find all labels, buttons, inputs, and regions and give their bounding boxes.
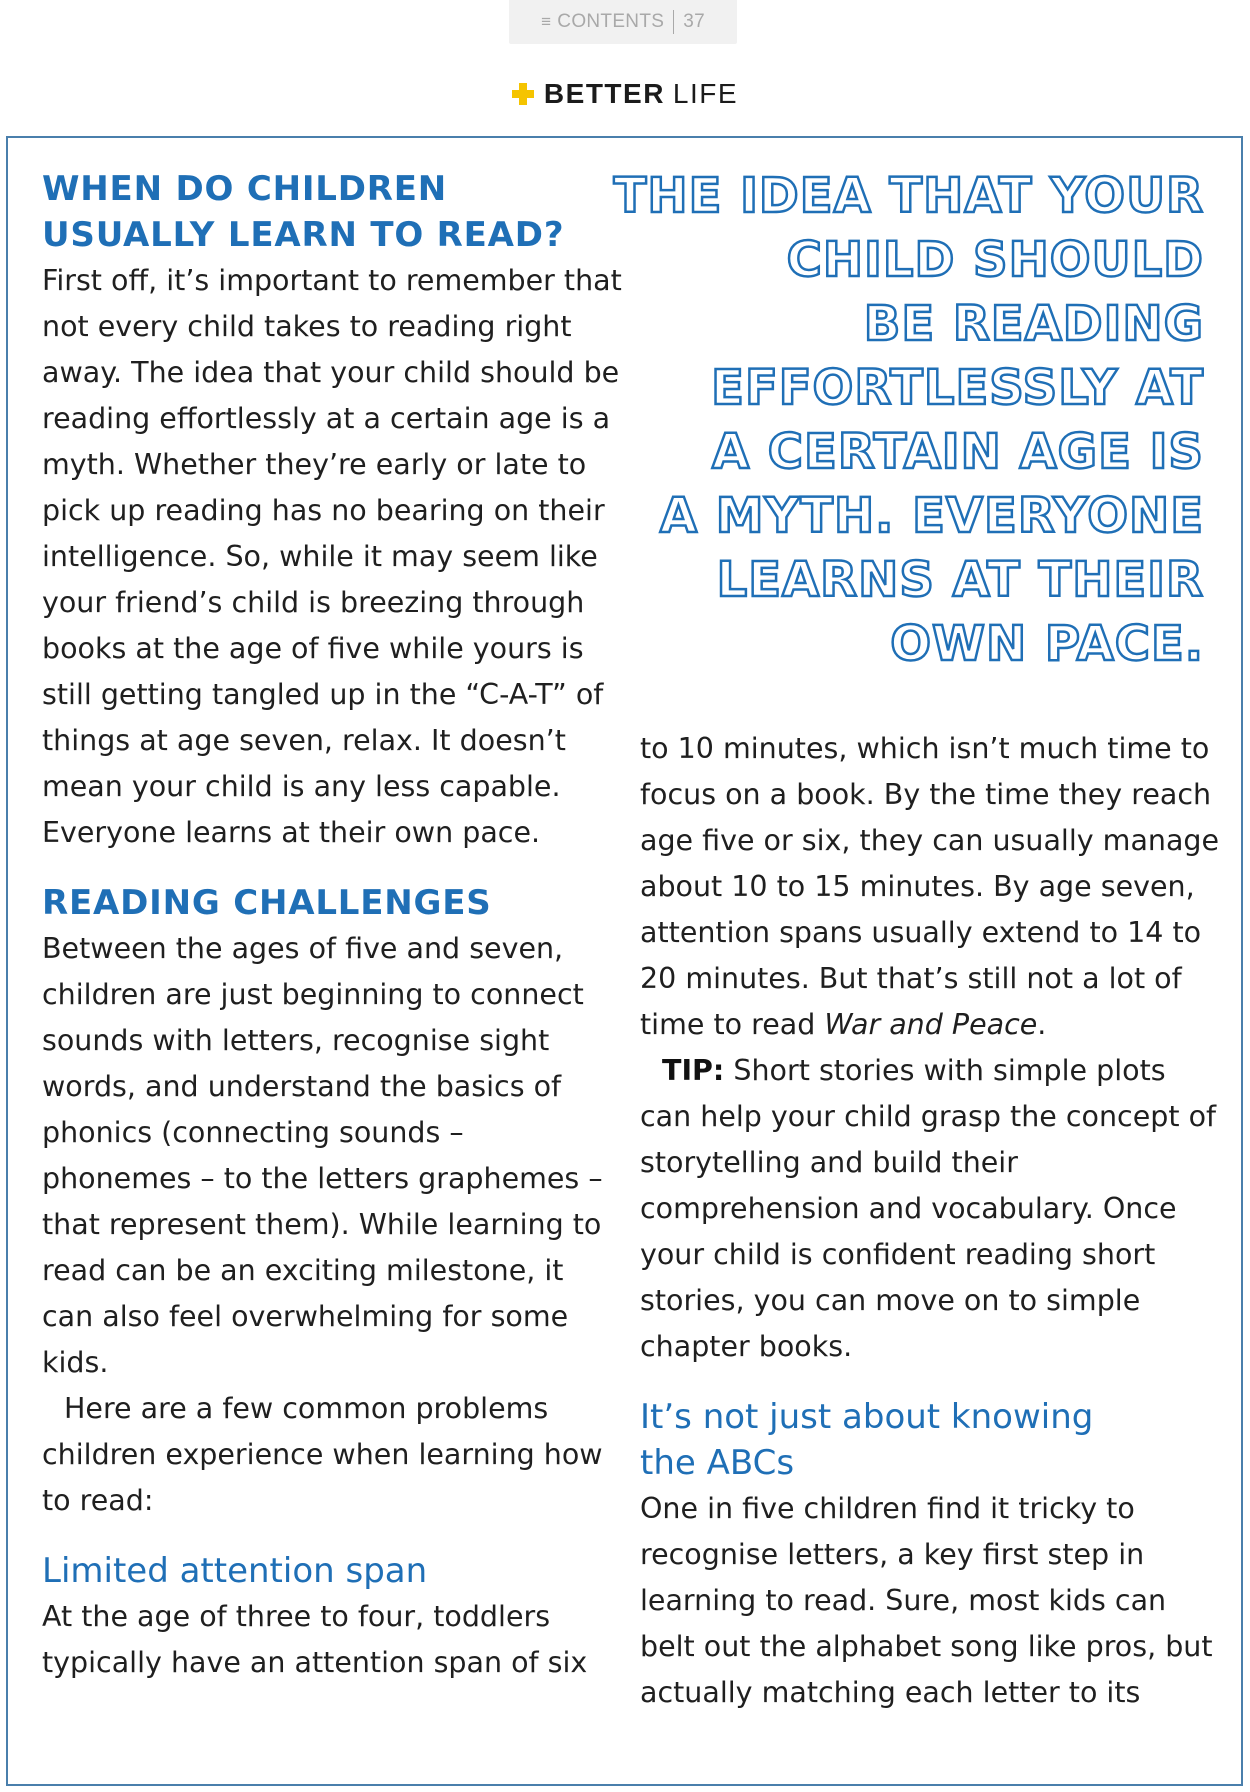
section-header [0, 74, 1250, 114]
subheading-abcs: It’s not just about knowing the ABCs [640, 1397, 1094, 1483]
section-name-bold: BETTER [543, 78, 665, 109]
heading-when-children-read: WHEN DO CHILDREN USUALLY LEARN TO READ? [42, 169, 565, 255]
paragraph-toddlers: At the age of three to four, toddlers typically have an attention span of six [42, 1600, 588, 1679]
tip-label: TIP: [662, 1054, 725, 1087]
contents-tab[interactable] [509, 0, 737, 44]
paragraph-first-off: First off, it’s important to remember that not every child takes to reading right away. The idea that your child should be reading effortlessly at a certain age is a myth. Whether they’re early or late to pick up reading has no bearing on their intelligence. So, while it may seem like your friend’s child is breezing through books at the age of five while yours is still getting tangled up in the “C-A-T” of things at age seven, relax. It doesn’t mean your child is any less capable. Everyone learns at their own pace. [42, 264, 622, 849]
paragraph-common-problems: Here are a few common problems children experience when learning how to read: [42, 1392, 603, 1517]
tab-divider [673, 10, 674, 34]
paragraph-attention-minutes: to 10 minutes, which isn’t much time to focus on a book. By the time they reach age five or six, they can usually manage about 10 to 15 minutes. By age seven, attention spans usually extend to 14 to 20 minutes. But that’s still not a lot of time to read War and Peace. [640, 732, 1220, 1041]
tip-paragraph: TIP: Short stories with simple plots can help your child grasp the concept of storytelling and build their comprehension and vocabulary. Once your child is confident reading short stories, you can move on to simple chapter books. [640, 1054, 1217, 1363]
subheading-attention-span: Limited attention span [42, 1551, 428, 1591]
contents-label: CONTENTS [557, 11, 665, 32]
right-column [640, 726, 1220, 1716]
heading-reading-challenges: READING CHALLENGES [42, 883, 492, 923]
pull-quote: THE IDEA THAT YOUR CHILD SHOULD BE READING EFFORTLESSLY AT A CERTAIN AGE IS A MYTH. EVERYONE LEARNS AT THEIR OWN PACE. [613, 168, 1204, 672]
left-column [42, 166, 622, 1686]
paragraph-one-in-five: One in five children find it tricky to recognise letters, a key first step in learning to read. Sure, most kids can belt out the alphabet song like pros, but actually matching each letter to its [640, 1492, 1213, 1709]
plus-icon [512, 83, 534, 105]
paragraph-between-ages: Between the ages of five and seven, children are just beginning to connect sounds with letters, recognise sight words, and understand the basics of phonics (connecting sounds – phonemes – to the letters graphemes – that represent them). While learning to read can be an exciting milestone, it can also feel overwhelming for some kids. [42, 932, 603, 1379]
page-number: 37 [683, 11, 705, 32]
section-name-light: LIFE [672, 78, 739, 109]
menu-icon: ≡ [541, 12, 552, 31]
book-title: War and Peace [824, 1008, 1038, 1041]
